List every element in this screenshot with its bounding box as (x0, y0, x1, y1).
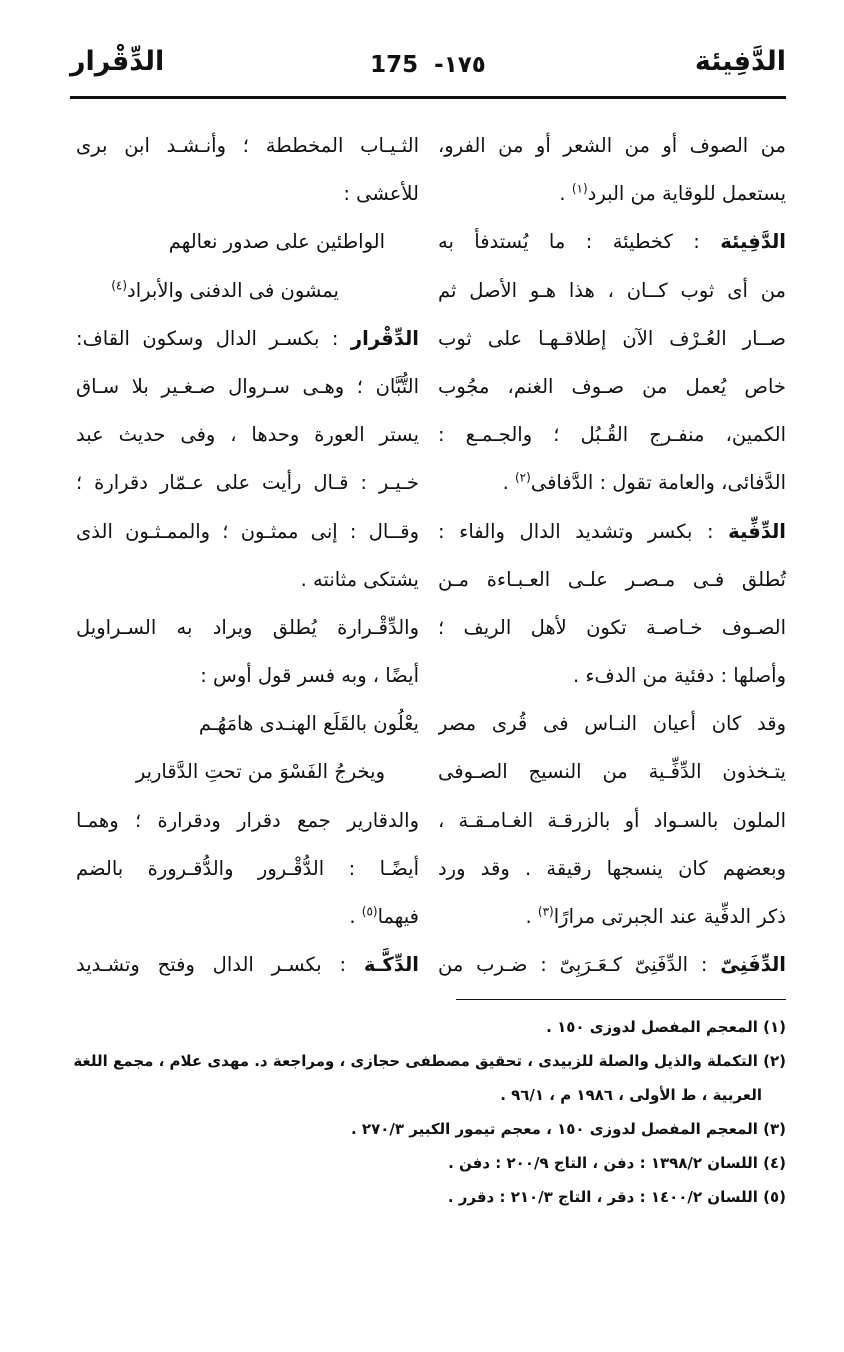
text-line (76, 459, 419, 507)
headword: الدِّفَنِىّ (720, 953, 786, 977)
text-line (438, 893, 786, 941)
line-end: . (525, 905, 538, 928)
text-line (76, 845, 419, 893)
text-line (438, 218, 786, 266)
headword: الدَّفِيئة (720, 230, 786, 254)
footnote: (٥) اللسان ١٤٠٠/٢ : دقر ، التاج ٢١٠/٣ : دقرر . (447, 1188, 786, 1206)
line-text: الصـوف خـاصـة تكون لأهل الريف ؛ (438, 615, 786, 639)
line-end: . (349, 905, 362, 928)
line-text: يستعمل للوقاية من البرد (587, 182, 786, 206)
text-line (76, 411, 419, 459)
text-line (76, 652, 419, 700)
text-line (76, 941, 419, 989)
text-line (438, 748, 786, 796)
text-line (438, 508, 786, 556)
header-rule (70, 96, 786, 99)
text-line (438, 652, 786, 700)
line-text: : بكسـر الدال وسكون القاف: (76, 326, 351, 350)
line-text: الملون بالسـواد أو بالزرقـة الغـامـقـة ، (438, 808, 786, 832)
text-line (76, 604, 419, 652)
text-line (76, 700, 419, 748)
line-text: وقــال : إنى ممثـون ؛ والممـثـون الذى (76, 519, 419, 543)
text-line (76, 748, 419, 796)
header-right-word: الدَّفِيئة (694, 46, 786, 77)
footnote-separator (456, 999, 786, 1000)
text-line (76, 170, 419, 218)
line-text: والدِّقْـرارة يُطلق ويراد به السـراويل (76, 615, 419, 639)
text-line (76, 363, 419, 411)
line-text: : بكسـر الدال وفتح وتشـديد (76, 953, 364, 977)
text-line (438, 845, 786, 893)
footnote-ref: (٤) (111, 278, 128, 293)
line-text: خـيـر : قـال رأيت على عـمّار دقرارة ؛ (76, 471, 419, 495)
line-text: ذكر الدفِّية عند الجبرتى مرارًا (553, 905, 786, 928)
line-text: : كخطيئة : ما يُستدفأ به (438, 230, 721, 254)
line-text: صــار العُـرْف الآن إطلاقـهـا على ثوب (438, 326, 786, 350)
text-line (438, 556, 786, 604)
text-line (438, 941, 786, 989)
text-line (438, 122, 786, 170)
line-text: خاص يُعمل من صـوف الغنم، مجُوب (438, 374, 786, 398)
text-line (438, 604, 786, 652)
right-column (438, 122, 786, 989)
line-text: من أى ثوب كــان ، هذا هـو الأصل ثم (438, 278, 786, 302)
left-column (76, 122, 419, 989)
page-number-latin: 175 (370, 52, 419, 78)
text-line (76, 218, 419, 266)
line-text: يمشون فى الدفنى والأبراد (127, 278, 339, 302)
text-line (76, 556, 419, 604)
footnote-ref: (٣) (537, 904, 554, 919)
line-text: وأصلها : دفئية من الدفء . (572, 664, 786, 688)
line-text: أيضًـا : الدُّقْـرور والدُّقـرورة بالضم (76, 856, 419, 880)
footnote-ref: (٢) (514, 470, 531, 485)
line-text: وبعضهم كان ينسجها رقيقة . وقد ورد (438, 856, 786, 880)
line-text: يشتكى مثانته . (300, 567, 419, 591)
line-text: تُطلق فـى مـصـر علـى العـبـاءة مـن (438, 567, 786, 591)
line-text: فيهما (377, 905, 419, 928)
page-number (70, 52, 786, 78)
footnote: (٣) المعجم المفصل لدوزى ١٥٠ ، معجم تيمور الكبير ٢٧٠/٣ . (351, 1120, 786, 1138)
text-line (438, 363, 786, 411)
text-line (438, 459, 786, 507)
line-text: : بكسر وتشديد الدال والفاء : (438, 519, 729, 543)
footnote: (١) المعجم المفصل لدوزى ١٥٠ . (546, 1018, 786, 1036)
line-text: وقد كان أعيان النـاس فى قُرى مصر (438, 712, 786, 736)
text-line (438, 700, 786, 748)
line-text: الدَّفائى، والعامة تقول : الدَّفافى (530, 471, 786, 495)
headword: الدِّقْرار (350, 326, 419, 350)
footnote-ref: (١) (571, 181, 588, 196)
page-number-arabic: -١٧٥ (434, 52, 486, 78)
text-line (438, 797, 786, 845)
text-line (438, 411, 786, 459)
line-text: من الصوف أو من الشعر أو من الفرو، (438, 134, 786, 157)
line-text: يتـخذون الدِّفِّـية من النسيج الصـوفى (438, 760, 786, 784)
line-text: التُّبَّان ؛ وهـى سـروال صـغـير بلا سـاق (76, 374, 419, 398)
line-text: أيضًا ، وبه فسر قول أوس : (200, 664, 419, 688)
text-line (438, 170, 786, 218)
line-end: . (559, 182, 572, 206)
footnote: (٢) التكملة والذيل والصلة للزبيدى ، تحقيق مصطفى حجازى ، ومراجعة د. مهدى علام ، مجمع اللغة (73, 1052, 786, 1070)
text-line (76, 893, 419, 941)
line-text: يستر العورة وحدها ، وفى حديث عبد (76, 423, 419, 447)
line-text: : الدِّفَنِىّ كـعَـرَبِىّ : ضـرب من (438, 953, 721, 977)
text-line (76, 508, 419, 556)
line-text: للأعشى : (343, 182, 419, 206)
line-text: والدقارير جمع دقرار ودقرارة ؛ وهمـا (76, 808, 419, 832)
line-text: الثـيـاب المخططة ؛ وأنـشـد ابن برى (76, 134, 419, 157)
header-left-word: الدِّقْرار (70, 46, 165, 77)
text-line (76, 797, 419, 845)
footnote: (٤) اللسان ١٣٩٨/٢ : دفن ، التاج ٢٠٠/٩ : دفن . (448, 1154, 786, 1172)
footnotes (70, 1010, 786, 1214)
headword: الدِّكَّـة (363, 953, 419, 977)
line-text: يعْلُون بالقَلَع الهنـدى هامَهُـم (198, 712, 419, 736)
line-text: الواطئين على صدور نعالهم (168, 230, 385, 254)
line-text: ويخرجُ الفَسْوَ من تحتِ الدَّقارير (135, 760, 385, 784)
headword: الدِّفِّية (728, 519, 786, 543)
text-line (76, 122, 419, 170)
running-header (70, 40, 786, 96)
text-line (76, 315, 419, 363)
text-line (76, 267, 419, 315)
footnote-ref: (٥) (361, 904, 378, 919)
text-line (438, 267, 786, 315)
line-text: الكمين، منفـرج القُـبُل ؛ والجـمـع : (438, 423, 786, 447)
text-line (438, 315, 786, 363)
line-end: . (502, 471, 515, 495)
footnote: العربية ، ط الأولى ، ١٩٨٦ م ، ٩٦/١ . (500, 1086, 762, 1104)
